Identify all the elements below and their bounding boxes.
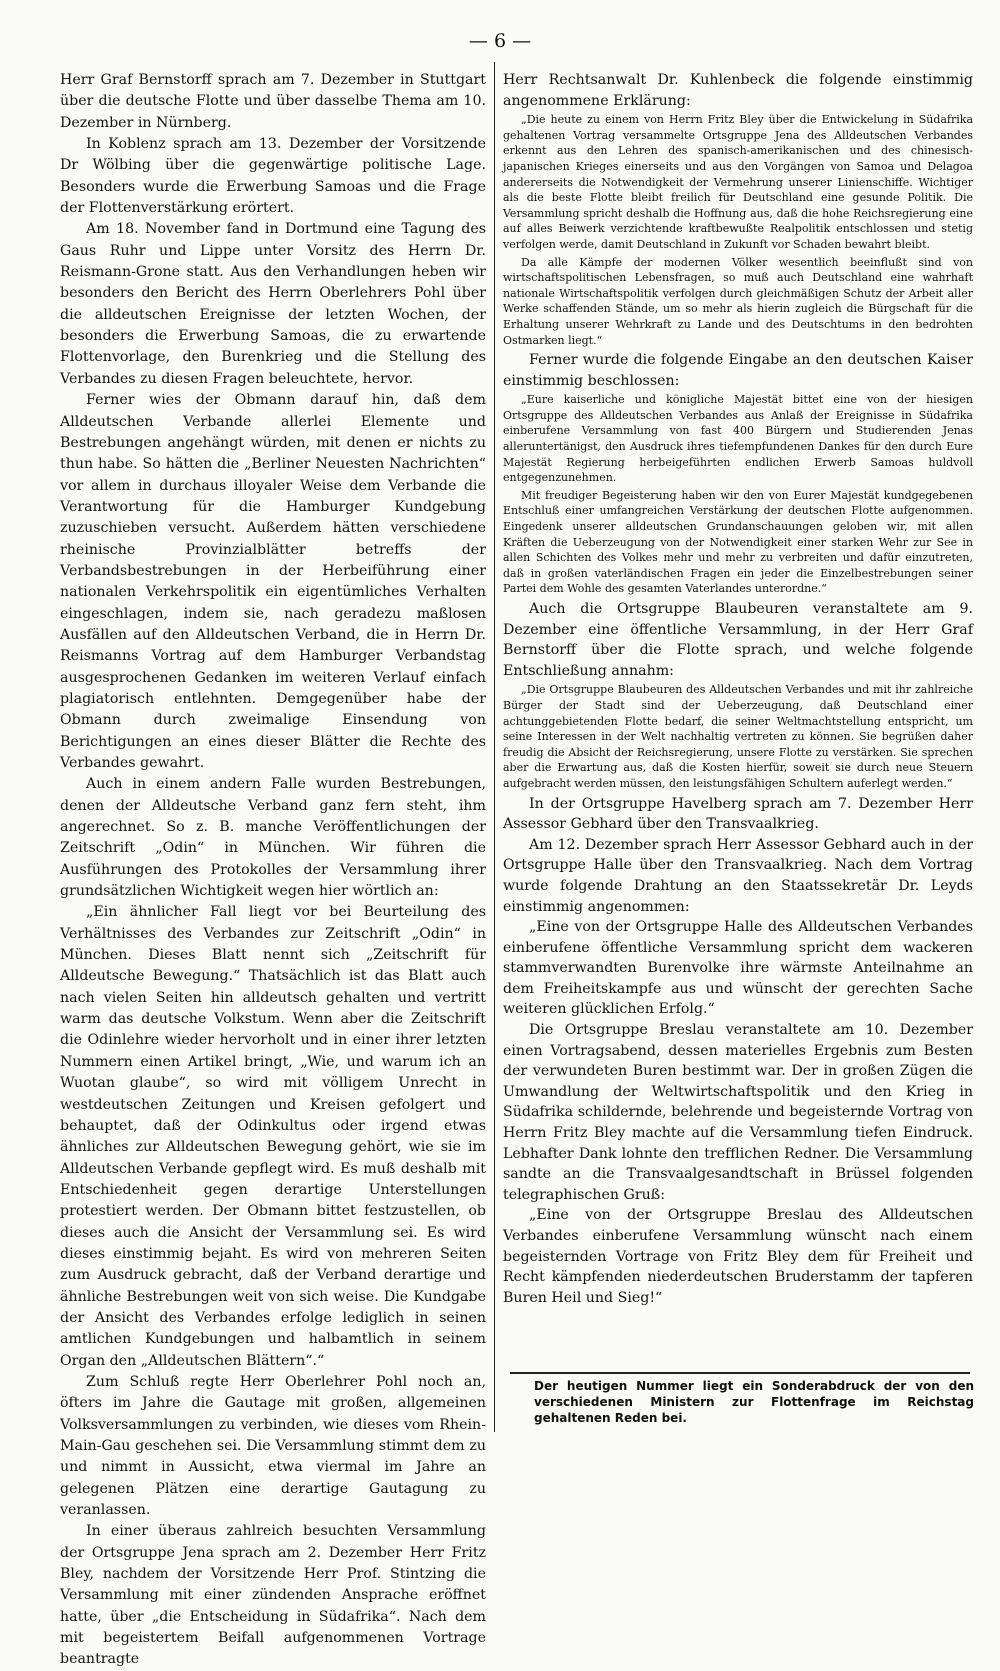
paragraph: Ferner wurde die folgende Eingabe an den deutschen Kaiser einstimmig beschlossen: bbox=[503, 352, 973, 389]
right-column bbox=[503, 70, 973, 1370]
paragraph: Die Ortsgruppe Breslau veranstaltete am 10. Dezember einen Vortragsabend, dessen materielles Ergebnis zum Besten der verwundeten Buren bestimmt war. Der in großen Zügen die Umwandlung der Weltwirtschaftspolitik und den Krieg in Südafrika schildernde, belehrende und begeisternde Vortrag von Herrn Fritz Bley machte auf die Versammlung tiefen Eindruck. Lebhafter Dank lohnte den trefflichen Redner. Die Versammlung sandte an die Transvaalgesandtschaft in Brüssel folgenden telegraphischen Gruß: bbox=[503, 1022, 973, 1203]
quoted-resolution: Da alle Kämpfe der modernen Völker wesentlich beeinflußt sind von wirtschaftspolitischen Lebensfragen, so muß auch Deutschland eine wahrhaft nationale Wirtschaftspolitik verfolgen durch gleichmäßigen Schutz der Arbeit aller Werke schaffenden Stände, um so mehr als hierin zugleich die Bürgschaft für die Erhaltung unserer Wehrkraft zu Lande und des Deutschtums in den bedrohten Ostmarken liegt.“ bbox=[503, 255, 973, 347]
notice-rule bbox=[510, 1372, 970, 1374]
page-number: — 6 — bbox=[468, 30, 532, 52]
paragraph: Auch die Ortsgruppe Blaubeuren veranstaltete am 9. Dezember eine öffentliche Versammlung, in der Herr Graf Bernstorff über die Flotte sprach, und welche folgende Entschließung annahm: bbox=[503, 601, 973, 679]
quoted-telegram: „Eine von der Ortsgruppe Breslau des Alldeutschen Verbandes einberufene Versammlung wünscht nach einem begeisternden Vortrage von Fritz Bley dem für Freiheit und Recht kämpfenden niederdeutschen Bruderstamm der tapferen Buren Heil und Sieg!“ bbox=[503, 1207, 973, 1306]
paragraph: In einer überaus zahlreich besuchten Versammlung der Ortsgruppe Jena sprach am 2. Dezember Herr Fritz Bley, nachdem der Vorsitzende Herr Prof. Stintzing die Versammlung mit einer zündenden Ansprache eröffnet hatte, über „die Entscheidung in Südafrika“. Nach dem mit begeistertem Beifall aufgenommenen Vortrage beantragte bbox=[60, 1523, 486, 1668]
column-divider bbox=[494, 62, 495, 1432]
left-column bbox=[60, 70, 486, 1668]
paragraph: „Ein ähnlicher Fall liegt vor bei Beurteilung des Verhältnisses des Verbandes zur Zeitschrift „Odin“ in München. Dieses Blatt nennt sich „Zeitschrift für Alldeutsche Bewegung.“ Thatsächlich ist das Blatt auch nach vielen Seiten hin alldeutsch gehalten und vertritt warm das deutsche Volkstum. Wenn aber die Zeitschrift die Odinlehre wieder hervorholt und in einer ihrer letzten Nummern einen Artikel bringt, „Wie, und warum ich an Wuotan glaube“, so wird mit völligem Unrecht in westdeutschen Zeitungen und Kreisen gefolgert und behauptet, daß der Odinkultus oder irgend etwas ähnliches zur Alldeutschen Bewegung gehört, wie sie im Alldeutschen Verbande gepflegt wird. Es muß deshalb mit Entschiedenheit gegen derartige Unterstellungen protestiert werden. Der Obmann bittet festzustellen, ob dieses auch die Ansicht der Versammlung sei. Es wird dieses einstimmig bejaht. Es wird von mehreren Seiten zum Ausdruck gebracht, daß der Verband derartige und ähnliche Bestrebungen weit von sich weise. Die Kundgabe der Ansicht des Verbandes erfolge lediglich in seinen amtlichen Kundgebungen und halbamtlich in seinem Organ den „Alldeutschen Blättern“.“ bbox=[60, 904, 486, 1369]
supplement-notice: Der heutigen Nummer liegt ein Sonderabdruck der von den verschiedenen Ministern zur Flottenfrage im Reichstag gehaltenen Reden bei. bbox=[534, 1379, 974, 1425]
paragraph: In der Ortsgruppe Havelberg sprach am 7. Dezember Herr Assessor Gebhard über den Transvaalkrieg. bbox=[503, 795, 973, 833]
paragraph: Am 18. November fand in Dortmund eine Tagung des Gaus Ruhr und Lippe unter Vorsitz des Herrn Dr. Reismann-Grone statt. Aus den Verhandlungen heben wir besonders den Bericht des Herrn Oberlehrers Pohl über die alldeutschen Ereignisse der letzten Wochen, der besonders die Erwerbung Samoas, die zu erwartende Flottenvorlage, den Burenkrieg und die Stellung des Verbandes zu diesen Fragen beleuchtete, hervor. bbox=[60, 221, 486, 387]
paragraph: In Koblenz sprach am 13. Dezember der Vorsitzende Dr Wölbing über die gegenwärtige politische Lage. Besonders wurde die Erwerbung Samoas und die Frage der Flottenverstärkung erörtert. bbox=[60, 136, 486, 217]
paragraph: Ferner wies der Obmann darauf hin, daß dem Alldeutschen Verbande allerlei Elemente und Bestrebungen angehängt würden, mit denen er nichts zu thun habe. So hätten die „Berliner Neuesten Nachrichten“ vor allem in durchaus illoyaler Weise dem Verbande die Verantwortung für die Hamburger Kundgebung zuzuschieben versucht. Außerdem hätten verschiedene rheinische Provinzialblätter betreffs der Verbandsbestrebungen in der Herbeiführung einer nationalen Verkehrspolitik ein eigentümliches Verhalten eingeschlagen, indem sie, nach geradezu maßlosen Ausfällen auf den Alldeutschen Verband, die in Herrn Dr. Reismanns Vortrag auf dem Hamburger Verbandstag ausgesprochenen Gedanken im weiteren Verlauf einfach plagiatorisch entlehnten. Demgegenüber habe der Obmann durch zweimalige Einsendung von Berichtigungen an eines dieser Blätter die Rechte des Verbandes gewahrt. bbox=[60, 392, 486, 771]
paragraph: Herr Graf Bernstorff sprach am 7. Dezember in Stuttgart über die deutsche Flotte und über dasselbe Thema am 10. Dezember in Nürnberg. bbox=[60, 72, 486, 131]
quoted-telegram: „Eine von der Ortsgruppe Halle des Alldeutschen Verbandes einberufene öffentliche Versammlung spricht dem wackeren stammverwandten Burenvolke ihre wärmste Anteilnahme an dem Freiheitskampfe aus und wünscht der gerechten Sache weiteren glücklichen Erfolg.“ bbox=[503, 919, 973, 1018]
quoted-petition: Mit freudiger Begeisterung haben wir den von Eurer Majestät kundgegebenen Entschluß einer umfangreichen Verstärkung der deutschen Flotte aufgenommen. Eingedenk unserer alldeutschen Grundanschauungen geloben wir, mit allen Kräften die Ueberzeugung von der Notwendigkeit einer starken Wehr zur See in allen Schichten des Volkes mehr und mehr zu verbreiten und dafür einzutreten, daß in großen vaterländischen Fragen ein jeder die Einzelbestrebungen seiner Partei dem Wohle des gesamten Vaterlandes unterordne.“ bbox=[503, 488, 973, 596]
paragraph: Zum Schluß regte Herr Oberlehrer Pohl noch an, öfters im Jahre die Gautage mit großen, allgemeinen Volksversammlungen zu verbinden, wie dieses vom Rhein-Main-Gau geschehen sei. Die Versammlung stimmt dem zu und nimmt in Aussicht, etwa viermal im Jahre an gelegenen Plätzen eine derartige Gautagung zu veranlassen. bbox=[60, 1373, 486, 1519]
paragraph: Am 12. Dezember sprach Herr Assessor Gebhard auch in der Ortsgruppe Halle über den Transvaalkrieg. Nach dem Vortrag wurde folgende Drahtung an den Staatssekretär Dr. Leyds einstimmig angenommen: bbox=[503, 836, 973, 915]
quoted-petition: „Eure kaiserliche und königliche Majestät bittet eine von der hiesigen Ortsgruppe des Alldeutschen Verbandes aus Anlaß der Ereignisse in Südafrika einberufene Versammlung von fast 400 Bürgern und Studierenden Jenas alleruntertänigst, den Ausdruck ihres tiefempfundenen Dankes für den durch Eure Majestät Regierung herbeigeführten endlichen Erwerb Samoas huldvoll entgegenzunehmen. bbox=[503, 393, 973, 485]
paragraph: Herr Rechtsanwalt Dr. Kuhlenbeck die folgende einstimmig angenommene Erklärung: bbox=[503, 72, 973, 109]
paragraph: Auch in einem andern Falle wurden Bestrebungen, denen der Alldeutsche Verband ganz fern steht, ihm angerechnet. So z. B. manche Veröffentlichungen der Zeitschrift „Odin“ in München. Wir führen die Ausführungen des Protokolles der Versammlung ihrer grundsätzlichen Wichtigkeit wegen hier wörtlich an: bbox=[60, 776, 486, 900]
quoted-resolution: „Die heute zu einem von Herrn Fritz Bley über die Entwickelung in Südafrika gehaltenen Vortrag versammelte Ortsgruppe Jena des Alldeutschen Verbandes erkennt aus den Lehren des spanisch-amerikanischen und des chinesisch-japanischen Krieges einerseits und aus den Vorgängen von Samoa und Delagoa andererseits die Notwendigkeit der Vermehrung unserer Linienschiffe. Wichtiger als die beste Flotte bleibt freilich für Deutschland eine gesunde Politik. Die Versammlung spricht deshalb die Hoffnung aus, daß die hohe Reichsregierung eine auf alles Beiwerk verzichtende kraftbewußte Realpolitik entschlossen und stetig verfolgen werde, damit Deutschland in Zukunft vor Schaden bewahrt bleibt. bbox=[503, 113, 973, 251]
quoted-resolution: „Die Ortsgruppe Blaubeuren des Alldeutschen Verbandes und mit ihr zahlreiche Bürger der Stadt sind der Ueberzeugung, daß Deutschland einer achtunggebietenden Flotte bedarf, die seiner Weltmachtstellung entspricht, um seine Interessen in der Welt nachhaltig vertreten zu können. Sie begrüßen daher freudig die Absicht der Reichsregierung, unsere Flotte zu verstärken. Sie sprechen aber die Erwartung aus, daß die Kosten hierfür, soweit sie durch neue Steuern aufgebracht werden müssen, den leistungsfähigen Schultern auferlegt werden.“ bbox=[503, 683, 973, 790]
